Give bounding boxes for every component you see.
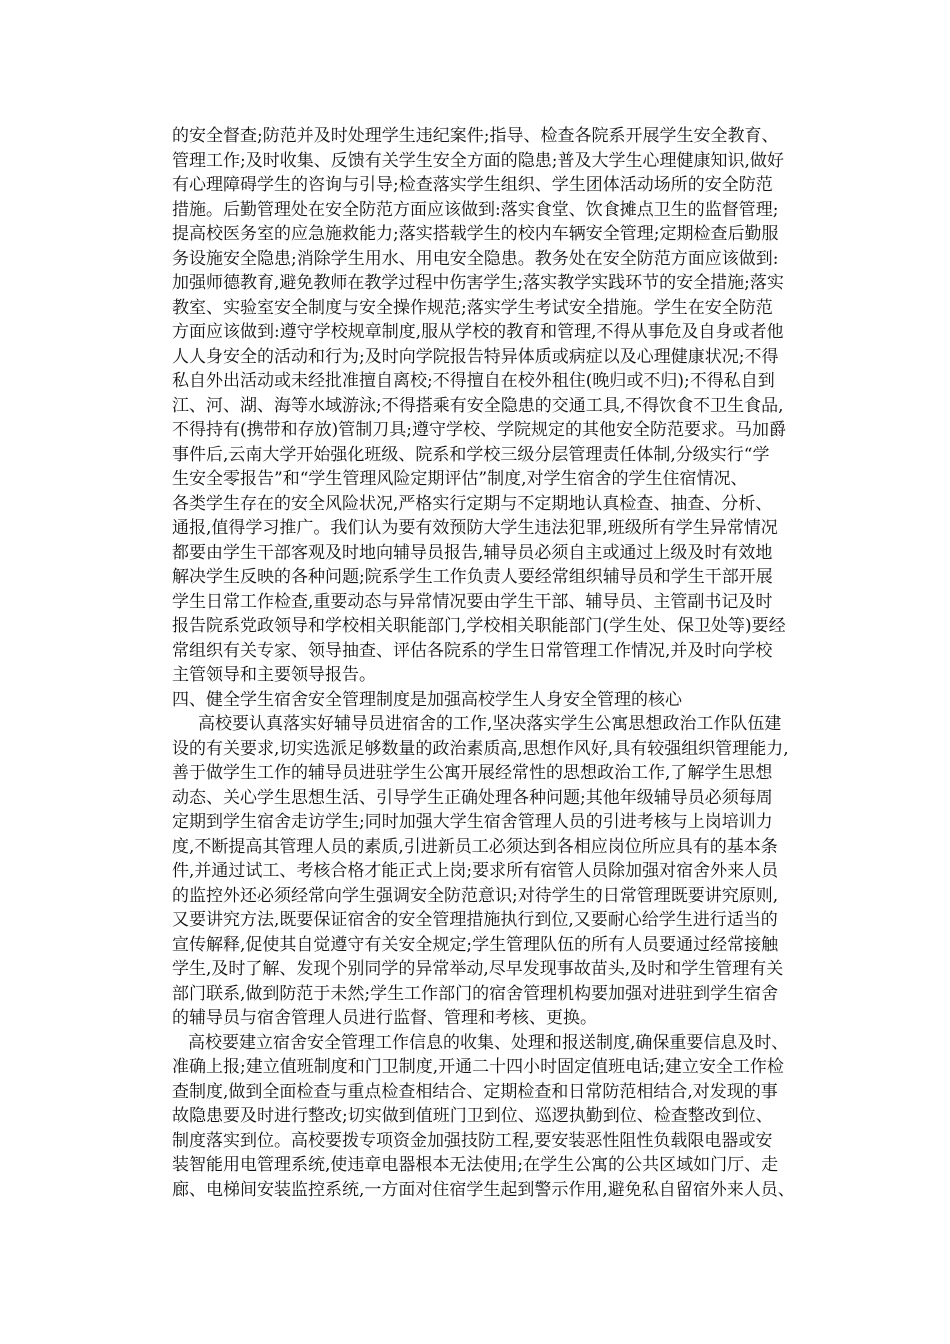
text-line: 的辅导员与宿舍管理人员进行监督、管理和考核、更换。 [172,1008,597,1028]
text-line: 定期到学生宿舍走访学生;同时加强大学生宿舍管理人员的引进考核与上岗培训力 [172,812,773,832]
text-line: 的安全督查;防范并及时处理学生违纪案件;指导、检查各院系开展学生安全教育、 [172,126,779,146]
text-line: 教室、实验室安全制度与安全操作规范;落实学生考试安全措施。学生在安全防范 [172,297,773,318]
text-line: 江、河、湖、海等水域游泳;不得搭乘有安全隐患的交通工具,不得饮食不卫生食品, [172,395,784,416]
text-line: 廊、电梯间安装监控系统,一方面对住宿学生起到警示作用,避免私自留宿外来人员、 [172,1179,795,1200]
text-line: 加强师德教育,避免教师在教学过程中伤害学生;落实教学实践环节的安全措施;落实 [172,273,784,293]
text-line: 动态、关心学生思想生活、引导学生正确处理各种问题;其他年级辅导员必须每周 [172,787,773,808]
text-line: 件,并通过试工、考核合格才能正式上岗;要求所有宿管人员除加强对宿舍外来人员 [172,861,779,881]
text-line: 制度落实到位。高校要拨专项资金加强技防工程,要安装恶性阻性负载限电器或安 [172,1130,773,1151]
text-line: 准确上报;建立值班制度和门卫制度,开通二十四小时固定值班电话;建立安全工作检 [172,1057,784,1077]
text-line: 学生,及时了解、发现个别同学的异常举动,尽早发现事故苗头,及时和学生管理有关 [172,959,784,979]
section-heading: 四、健全学生宿舍安全管理制度是加强高校学生人身安全管理的核心 [172,689,682,710]
text-line: 各类学生存在的安全风险状况,严格实行定期与不定期地认真检查、抽查、分析、 [172,493,773,514]
text-line: 管理工作;及时收集、反馈有关学生安全方面的隐患;普及大学生心理健康知识,做好 [172,150,784,171]
text-line: 不得持有(携带和存放)管制刀具;遵守学校、学院规定的其他安全防范要求。马加爵 [172,420,786,440]
text-line: 人人身安全的活动和行为;及时向学院报告特异体质或病症以及心理健康状况;不得 [172,346,779,367]
text-line: 高校要认真落实好辅导员进宿舍的工作,坚决落实学生公寓思想政治工作队伍建 [198,714,782,734]
text-line: 常组织有关专家、领导抽查、评估各院系的学生日常管理工作情况,并及时向学校 [172,640,773,661]
text-line: 装智能用电管理系统,使违章电器根本无法使用;在学生公寓的公共区域如门厅、走 [172,1155,779,1175]
text-line: 又要讲究方法,既要保证宿舍的安全管理措施执行到位,又要耐心给学生进行适当的 [172,910,778,930]
text-line: 部门联系,做到防范于未然;学生工作部门的宿舍管理机构要加强对进驻到学生宿舍 [172,983,779,1004]
text-line: 事件后,云南大学开始强化班级、院系和学校三级分层管理责任体制,分级实行“学 [172,444,770,465]
text-line: 生安全零报告”和“学生管理风险定期评估”制度,对学生宿舍的学生住宿情况、 [172,469,748,489]
text-line: 措施。后勤管理处在安全防范方面应该做到:落实食堂、饮食摊点卫生的监督管理; [172,199,779,220]
body-text [172,124,812,1202]
text-line: 学生日常工作检查,重要动态与异常情况要由学生干部、辅导员、主管副书记及时 [172,591,773,612]
text-line: 设的有关要求,切实选派足够数量的政治素质高,思想作风好,具有较强组织管理能力, [172,738,789,759]
text-line: 务设施安全隐患;消除学生用水、用电安全隐患。教务处在安全防范方面应该做到: [172,248,779,269]
text-line: 的监控外还必须经常向学生强调安全防范意识;对待学生的日常管理既要讲究原则, [172,885,779,906]
text-line: 高校要建立宿舍安全管理工作信息的收集、处理和报送制度,确保重要信息及时、 [188,1032,789,1053]
text-line: 提高校医务室的应急施救能力;落实搭载学生的校内车辆安全管理;定期检查后勤服 [172,224,779,244]
text-line: 主管领导和主要领导报告。 [172,665,376,685]
text-line: 故隐患要及时进行整改;切实做到值班门卫到位、巡逻执勤到位、检查整改到位、 [172,1106,773,1126]
text-line: 报告院系党政领导和学校相关职能部门,学校相关职能部门(学生处、保卫处等)要经 [172,616,786,636]
text-line: 善于做学生工作的辅导员进驻学生公寓开展经常性的思想政治工作,了解学生思想 [172,763,773,783]
text-line: 通报,值得学习推广。我们认为要有效预防大学生违法犯罪,班级所有学生异常情况 [172,518,778,538]
text-line: 解决学生反映的各种问题;院系学生工作负责人要经常组织辅导员和学生干部开展 [172,567,773,587]
text-line: 私自外出活动或未经批准擅自离校;不得擅自在校外租住(晚归或不归);不得私自到 [172,371,775,391]
text-line: 都要由学生干部客观及时地向辅导员报告,辅导员必须自主或通过上级及时有效地 [172,542,773,563]
text-line: 宣传解释,促使其自觉遵守有关安全规定;学生管理队伍的所有人员要通过经常接触 [172,934,779,955]
text-line: 查制度,做到全面检查与重点检查相结合、定期检查和日常防范相结合,对发现的事 [172,1081,778,1102]
text-line: 度,不断提高其管理人员的素质,引进新员工必须达到各相应岗位所应具有的基本条 [172,836,778,857]
text-line: 有心理障碍学生的咨询与引导;检查落实学生组织、学生团体活动场所的安全防范 [172,175,773,195]
text-line: 方面应该做到:遵守学校规章制度,服从学校的教育和管理,不得从事危及自身或者他 [172,322,784,342]
